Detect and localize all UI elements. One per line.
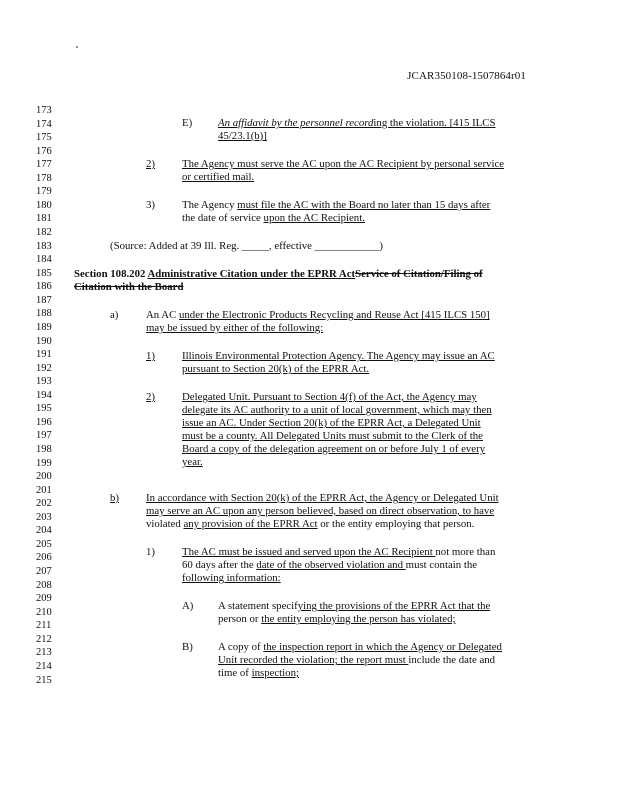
line-number: 211 [36, 620, 52, 632]
item-b-line2: may serve an AC upon any person believed, based on direct observation, to have [146, 505, 495, 517]
line-number: 203 [36, 511, 52, 523]
item-e-line1: An affidavit by the personnel recording the violation. [415 ILCS [218, 117, 496, 129]
item-3-marker: 3) [146, 199, 155, 211]
line-number: 210 [36, 606, 52, 618]
line-number: 189 [36, 321, 52, 333]
item-bA-marker: A) [182, 600, 194, 612]
line-number: 206 [36, 552, 52, 564]
line-number: 191 [36, 349, 52, 361]
scan-speck [76, 46, 78, 48]
line-number: 175 [36, 132, 52, 144]
item-b-line1: In accordance with Section 20(k) of the EPRR Act, the Agency or Delegated Unit [146, 492, 499, 504]
item-a1-line1: Illinois Environmental Protection Agency. The Agency may issue an AC [182, 350, 495, 362]
item-bB-line3: time of inspection; [218, 667, 299, 679]
line-number: 198 [36, 444, 52, 455]
line-number: 209 [36, 593, 52, 605]
line-number: 194 [36, 389, 52, 401]
item-b-line3: violated any provision of the EPRR Act or the entity employing that person. [146, 518, 475, 530]
item-e-marker: E) [182, 117, 193, 129]
line-number: 215 [36, 674, 52, 686]
item-e-line2: 45/23.1(b)] [218, 130, 267, 142]
item-b1-marker: 1) [146, 546, 155, 558]
line-number: 207 [36, 566, 52, 578]
line-number: 176 [36, 145, 52, 157]
line-number: 196 [36, 416, 52, 428]
line-number: 180 [36, 199, 52, 211]
item-bB-line1: A copy of the inspection report in which the Agency or Delegated [218, 641, 502, 653]
item-a2-line2: delegate its AC authority to a unit of local government, which may then [182, 404, 492, 416]
item-3-line2: the date of service upon the AC Recipient. [182, 212, 365, 224]
line-number: 187 [36, 294, 52, 306]
item-2-marker: 2) [146, 158, 155, 170]
item-b1-line1: The AC must be issued and served upon the AC Recipient not more than [182, 546, 496, 558]
item-a2-line5: Board a copy of the delegation agreement on or before July 1 of every [182, 443, 486, 455]
item-b-marker: b) [110, 492, 119, 504]
item-2-line1: The Agency must serve the AC upon the AC Recipient by personal service [182, 158, 505, 170]
item-bA-line1: A statement specifying the provisions of the EPRR Act that the [218, 600, 491, 612]
line-number: 201 [36, 484, 52, 496]
item-3-line1: The Agency must file the AC with the Board no later than 15 days after [182, 199, 491, 211]
item-a2-line1: Delegated Unit. Pursuant to Section 4(f) of the Act, the Agency may [182, 391, 477, 403]
line-number: 186 [36, 281, 52, 293]
item-a2-line4: must be a county. All Delegated Units must submit to the Clerk of the [182, 430, 483, 442]
line-number: 205 [36, 538, 52, 550]
item-2-line2: or certified mail. [182, 171, 255, 183]
line-number: 173 [36, 105, 52, 116]
line-number: 197 [36, 430, 52, 442]
line-number: 200 [36, 471, 52, 483]
line-number: 183 [36, 240, 52, 252]
item-a2-line6: year. [182, 456, 203, 468]
line-number: 185 [36, 267, 52, 279]
line-number: 192 [36, 362, 52, 374]
line-number: 214 [36, 660, 52, 672]
item-a2-marker: 2) [146, 391, 155, 403]
section-title-line1: Section 108.202 Administrative Citation under the EPRR ActService of Citation/Filing of [74, 268, 483, 280]
section-title-line2: Citation with the Board [74, 281, 184, 293]
item-a1-line2: pursuant to Section 20(k) of the EPRR Act. [182, 363, 370, 375]
item-a2-line3: issue an AC. Under Section 20(k) of the EPRR Act, a Delegated Unit [182, 417, 481, 429]
line-number: 195 [36, 403, 52, 415]
item-bB-marker: B) [182, 641, 193, 653]
line-number: 184 [36, 254, 52, 266]
line-number: 202 [36, 498, 52, 510]
line-number: 188 [36, 308, 52, 320]
line-number: 208 [36, 579, 52, 591]
item-a1-marker: 1) [146, 350, 155, 362]
line-number: 193 [36, 376, 52, 388]
line-number: 212 [36, 633, 52, 645]
item-bB-line2: Unit recorded the violation; the report must include the date and [218, 654, 496, 666]
line-number: 181 [36, 213, 52, 225]
line-number: 177 [36, 159, 52, 171]
document-id: JCAR350108-1507864r01 [407, 70, 526, 82]
line-number: 190 [36, 335, 52, 347]
item-a-marker: a) [110, 309, 119, 321]
line-number: 204 [36, 525, 52, 537]
line-number: 174 [36, 118, 52, 130]
source-note: (Source: Added at 39 Ill. Reg. _____, effective ____________) [110, 240, 383, 252]
item-a-line2: may be issued by either of the following: [146, 322, 324, 334]
line-number: 199 [36, 457, 52, 469]
item-b1-line2: 60 days after the date of the observed violation and must contain the [182, 559, 478, 571]
line-number: 213 [36, 647, 52, 659]
line-number: 182 [36, 227, 52, 239]
line-number: 178 [36, 172, 52, 184]
line-number: 179 [36, 186, 52, 198]
item-b1-line3: following information: [182, 572, 281, 584]
item-bA-line2: person or the entity employing the person has violated; [218, 613, 456, 625]
item-a-line1: An AC under the Electronic Products Recycling and Reuse Act [415 ILCS 150] [146, 309, 490, 321]
